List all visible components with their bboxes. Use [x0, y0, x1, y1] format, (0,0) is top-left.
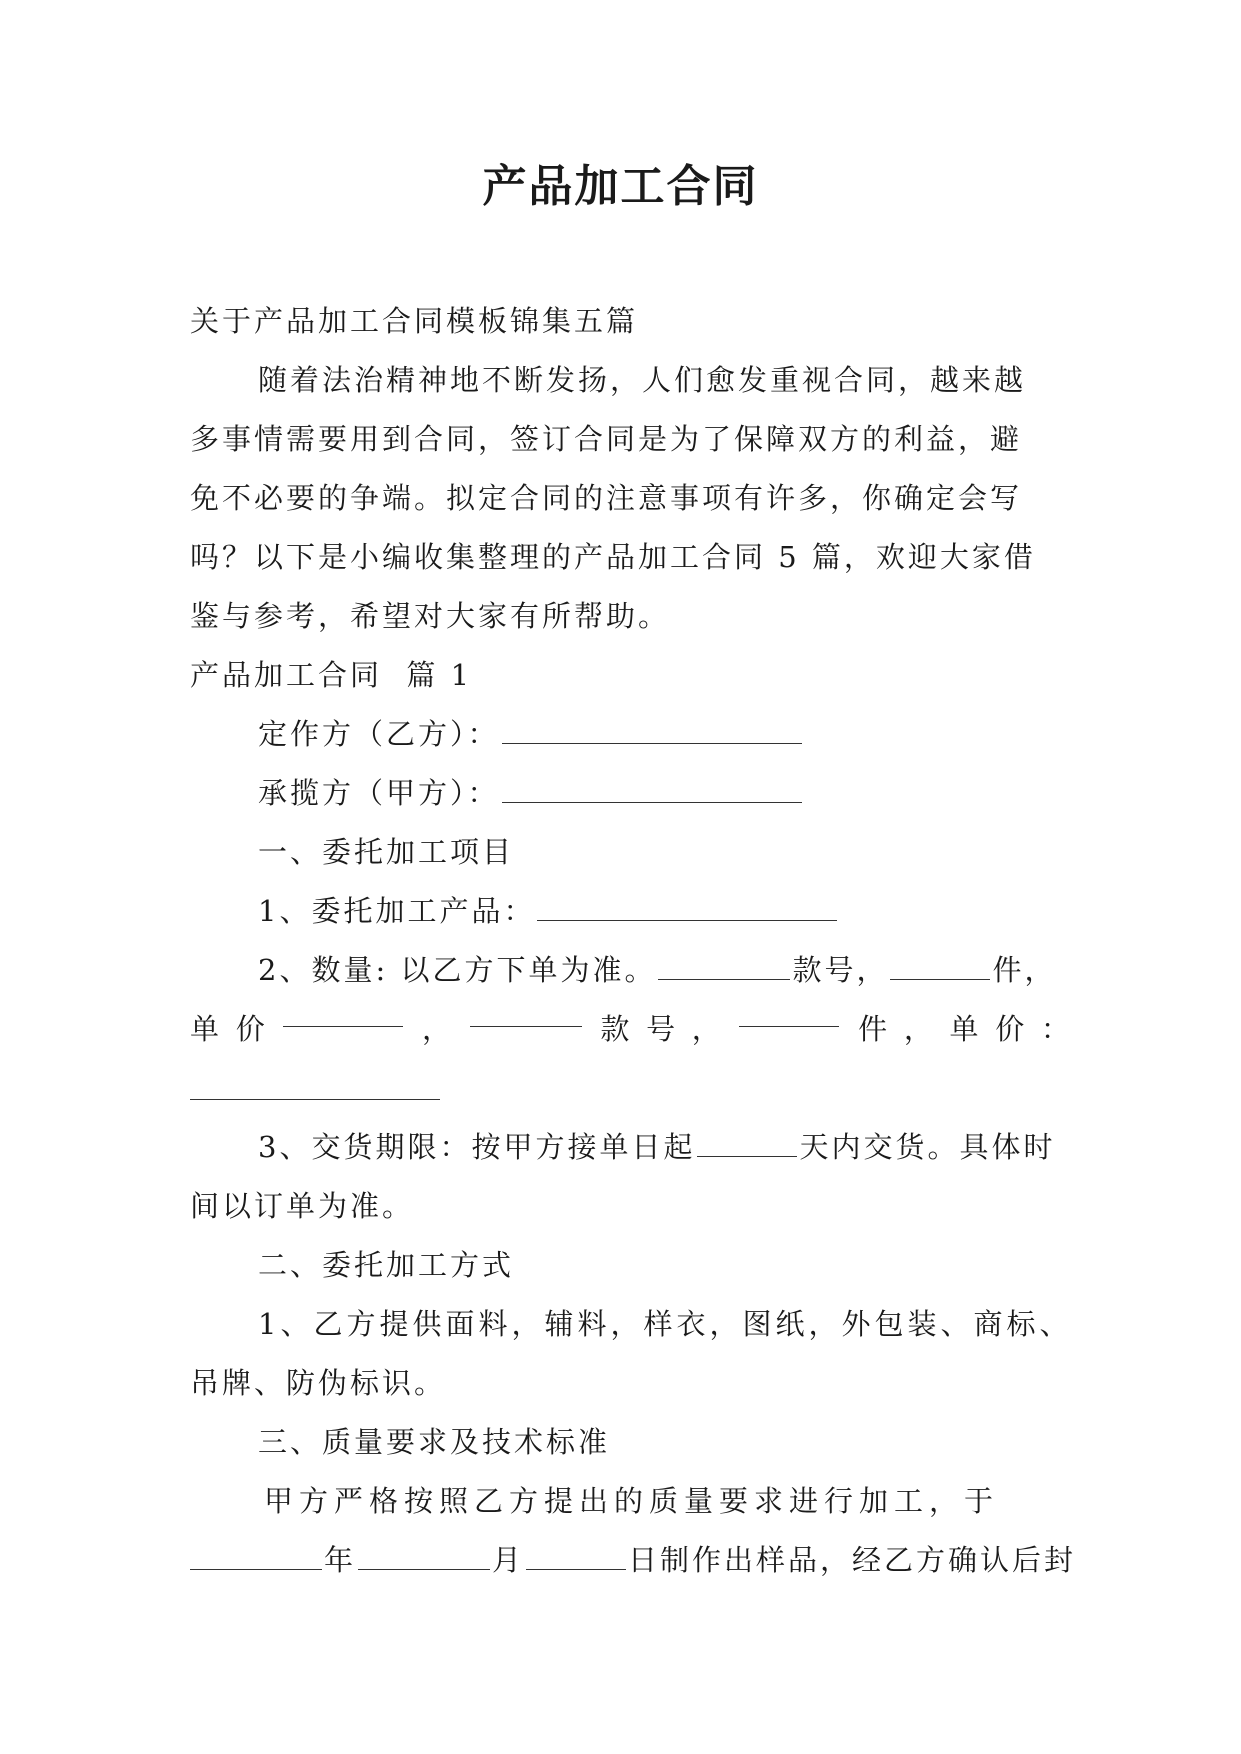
clause-line: 吊牌、防伪标识。: [190, 1366, 447, 1400]
unit-price-char: 单: [190, 1012, 220, 1046]
delivery-row: [190, 1118, 1070, 1177]
clause-heading: 三、质量要求及技术标准: [258, 1425, 611, 1459]
style-no-blank: [470, 1000, 582, 1027]
unit-price-continue-row: [190, 1059, 1070, 1118]
section-heading: 产品加工合同 篇 1: [190, 658, 473, 692]
party-b-blank: [502, 717, 802, 744]
pieces-blank: [739, 1000, 839, 1027]
intro-line: 免不必要的争端。拟定合同的注意事项有许多，你确定会写: [190, 481, 1023, 515]
unit-price-char: 价: [995, 1012, 1025, 1046]
clause-heading: 二、委托加工方式: [258, 1248, 515, 1282]
style-no-char: 款: [600, 1012, 630, 1046]
intro-line: 鉴与参考，希望对大家有所帮助。: [190, 599, 671, 633]
party-a-row: [190, 764, 1070, 823]
party-a-label: 承揽方（甲方）：: [258, 776, 500, 810]
style-no-label: 款号，: [792, 953, 889, 987]
quantity-row: [190, 941, 1070, 1000]
day-text: 日制作出样品，经乙方确认后封: [628, 1543, 1077, 1577]
intro-line: 多事情需要用到合同，签订合同是为了保障双方的利益，避: [190, 422, 1023, 456]
party-b-label: 定作方（乙方）：: [258, 717, 500, 751]
subtitle: 关于产品加工合同模板锦集五篇: [190, 304, 639, 338]
quantity-blank: [658, 953, 790, 980]
day-blank: [526, 1543, 626, 1570]
comma: ，: [903, 1012, 933, 1046]
unit-price-row: [190, 1000, 1070, 1059]
party-a-blank: [502, 776, 802, 803]
date-row: [190, 1531, 1077, 1590]
product-label: 1、委托加工产品：: [258, 894, 536, 928]
month-label: 月: [492, 1543, 525, 1577]
unit-price-char: 价: [235, 1012, 265, 1046]
year-blank: [190, 1543, 322, 1570]
pieces-label: 件，: [992, 953, 1057, 987]
clause-line: 1、乙方提供面料，辅料，样衣，图纸，外包装、商标、: [258, 1307, 1073, 1341]
colon: ：: [1040, 1012, 1070, 1046]
product-blank: [537, 894, 837, 921]
month-blank: [358, 1543, 490, 1570]
delivery-text: 天内交货。具体时: [799, 1130, 1056, 1164]
clause-heading: 一、委托加工项目: [258, 835, 515, 869]
pieces-blank: [890, 953, 990, 980]
delivery-label: 3、交货期限：按甲方接单日起: [258, 1130, 696, 1164]
party-b-row: [190, 705, 1070, 764]
intro-line: 随着法治精神地不断发扬，人们愈发重视合同，越来越: [258, 363, 1027, 397]
unit-price-blank: [190, 1073, 440, 1100]
document-title: 产品加工合同: [482, 161, 759, 212]
style-no-char: 号: [646, 1012, 676, 1046]
clause-row: [190, 882, 1070, 941]
intro-line: 吗？以下是小编收集整理的产品加工合同 5 篇，欢迎大家借: [190, 540, 1036, 574]
year-label: 年: [324, 1543, 357, 1577]
delivery-continue: 间以订单为准。: [190, 1189, 415, 1223]
unit-price-char: 单: [949, 1012, 979, 1046]
quantity-label: 2、数量: 以乙方下单为准。: [258, 953, 657, 987]
pieces-char: 件: [858, 1012, 888, 1046]
clause-line: 甲方严格按照乙方提出的质量要求进行加工，于: [264, 1484, 1000, 1518]
comma: ，: [422, 1012, 452, 1046]
days-blank: [697, 1130, 797, 1157]
unit-price-blank: [283, 1000, 403, 1027]
document-body: [190, 292, 1077, 1590]
comma: ，: [691, 1012, 721, 1046]
